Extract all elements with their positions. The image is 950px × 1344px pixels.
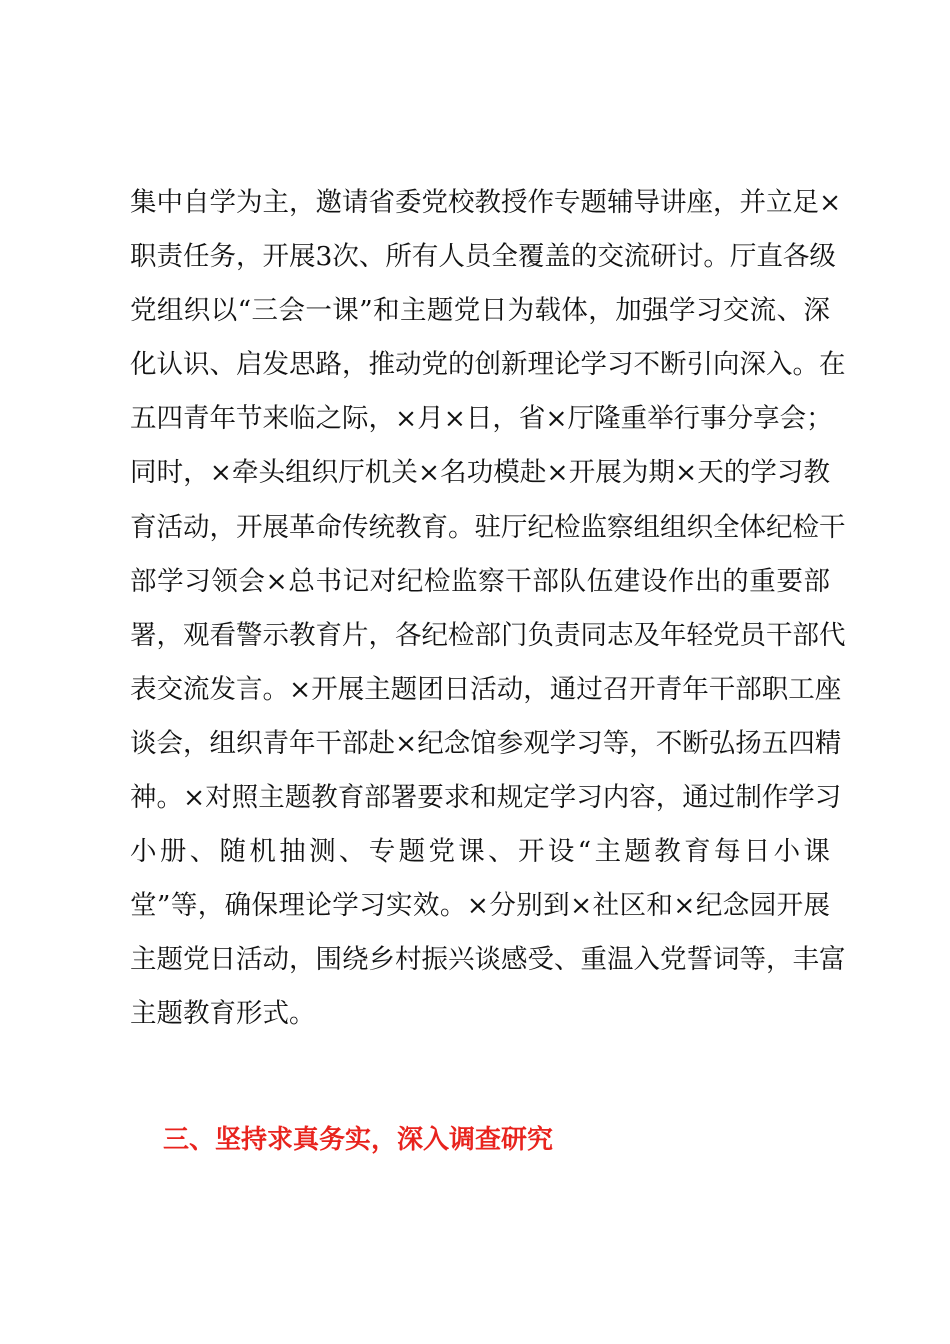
paragraph-line: 主题党日活动，围绕乡村振兴谈感受、重温入党誓词等，丰富 <box>130 944 846 976</box>
paragraph-line: 职责任务，开展3次、所有人员全覆盖的交流研讨。厅直各级 <box>130 241 836 273</box>
paragraph-line: 表交流发言。×开展主题团日活动，通过召开青年干部职工座 <box>130 673 842 705</box>
paragraph-line: 五四青年节来临之际，×月×日，省×厅隆重举行事分享会； <box>130 403 833 435</box>
paragraph-line: 部学习领会×总书记对纪检监察干部队伍建设作出的重要部 <box>130 565 830 597</box>
paragraph-line: 堂”等，确保理论学习实效。×分别到×社区和×纪念园开展 <box>130 890 830 922</box>
paragraph-line: 神。×对照主题教育部署要求和规定学习内容，通过制作学习 <box>130 782 842 814</box>
paragraph-line: 党组织以“三会一课”和主题党日为载体，加强学习交流、深 <box>130 295 830 327</box>
paragraph-line: 育活动，开展革命传统教育。驻厅纪检监察组组织全体纪检干 <box>130 511 846 543</box>
paragraph-line: 署，观看警示教育片，各纪检部门负责同志及年轻党员干部代 <box>130 619 846 651</box>
paragraph-line: 谈会，组织青年干部赴×纪念馆参观学习等，不断弘扬五四精 <box>130 727 842 759</box>
paragraph-line: 同时，×牵头组织厅机关×名功模赴×开展为期×天的学习教 <box>130 457 830 489</box>
body-paragraph <box>130 176 846 1042</box>
paragraph-line: 集中自学为主，邀请省委党校教授作专题辅导讲座，并立足× <box>130 187 842 218</box>
paragraph-line: 小册、随机抽测、专题党课、开设“主题教育每日小课 <box>130 836 830 868</box>
paragraph-line: 化认识、启发思路，推动党的创新理论学习不断引向深入。在 <box>130 349 846 381</box>
section-heading: 三、坚持求真务实，深入调查研究 <box>163 1125 554 1155</box>
paragraph-line: 主题教育形式。 <box>130 998 316 1030</box>
